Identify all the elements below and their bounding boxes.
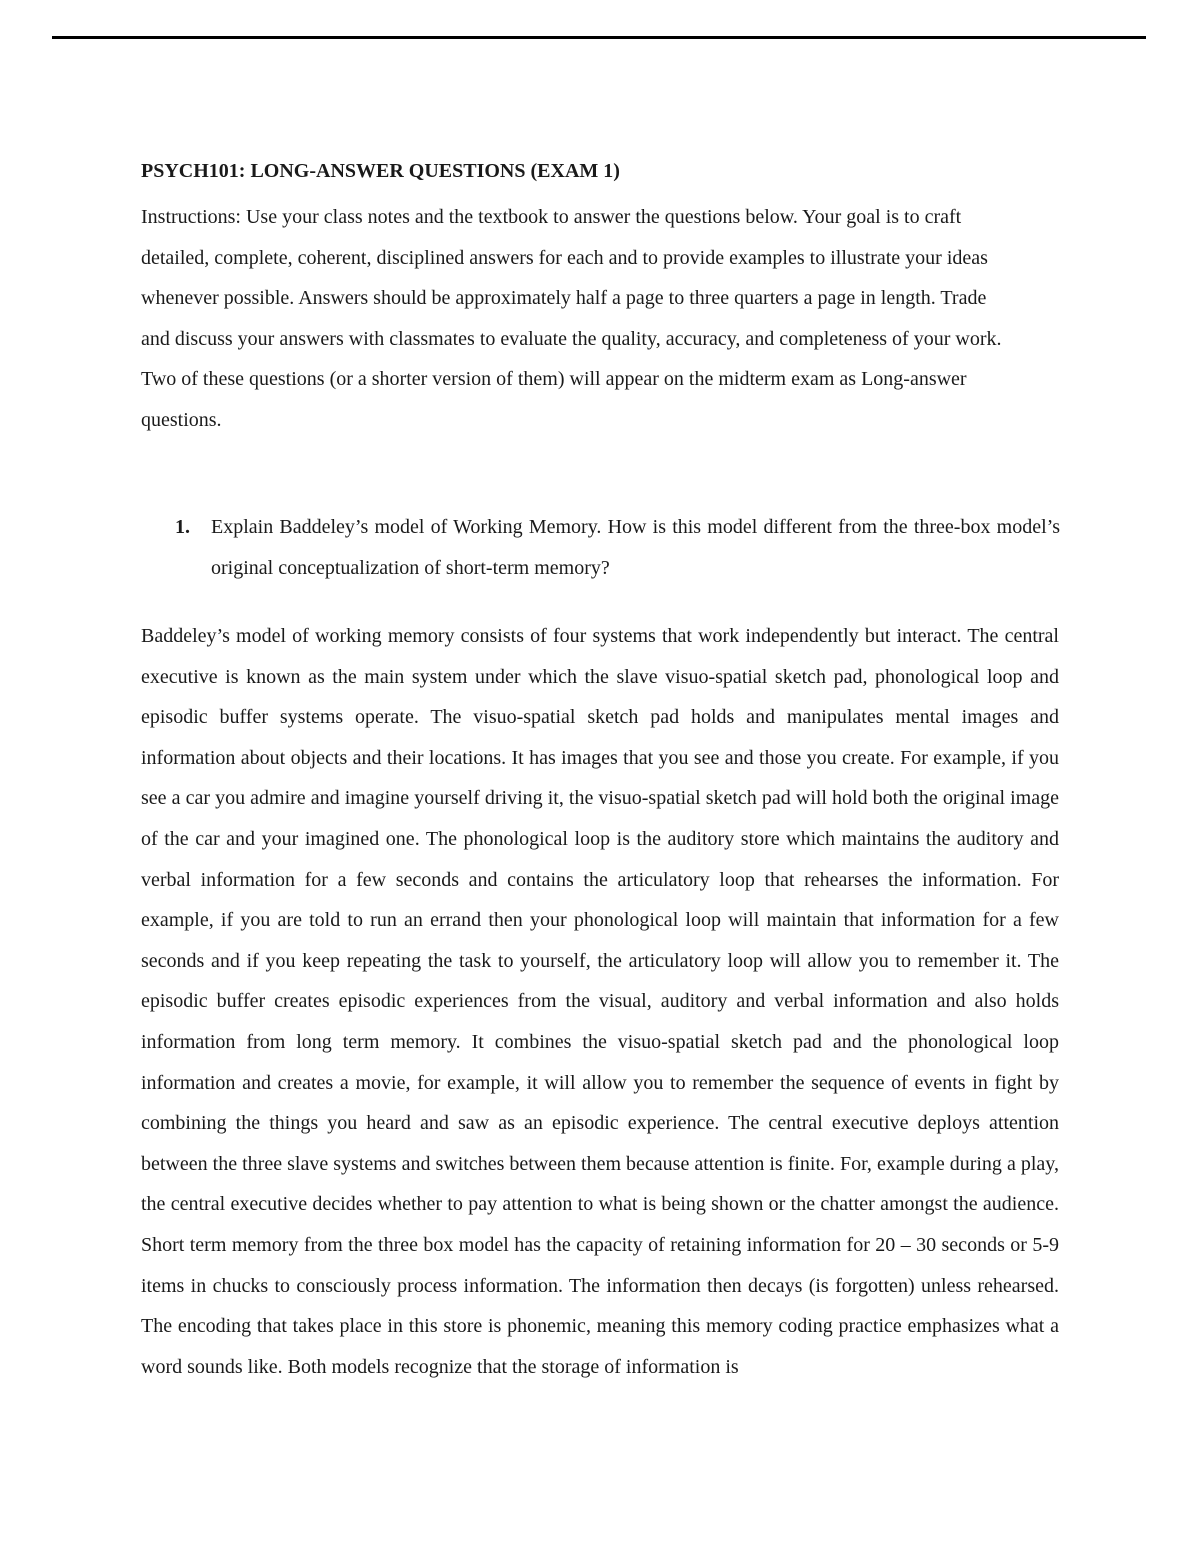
instructions-block bbox=[141, 197, 1011, 440]
document-title: PSYCH101: LONG-ANSWER QUESTIONS (EXAM 1) bbox=[141, 160, 620, 182]
answer-paragraph: Baddeley’s model of working memory consists of four systems that work independently but interact. The central executive is known as the main system under which the slave visuo-spatial sketch pad, phonological loop and episodic buffer systems operate. The visuo-spatial sketch pad holds and manipulates mental images and information about objects and their locations. It has images that you see and those you create. For example, if you see a car you admire and imagine yourself driving it, the visuo-spatial sketch pad will hold both the original image of the car and your imagined one. The phonological loop is the auditory store which maintains the auditory and verbal information for a few seconds and contains the articulatory loop that rehearses the information. For example, if you are told to run an errand then your phonological loop will maintain that information for a few seconds and if you keep repeating the task to yourself, the articulatory loop will allow you to remember it. The episodic buffer creates episodic experiences from the visual, auditory and verbal information and also holds information from long term memory. It combines the visuo-spatial sketch pad and the phonological loop information and creates a movie, for example, it will allow you to remember the sequence of events in fight by combining the things you heard and saw as an episodic experience. The central executive deploys attention between the three slave systems and switches between them because attention is finite. For, example during a play, the central executive decides whether to pay attention to what is being shown or the chatter amongst the audience. Short term memory from the three box model has the capacity of retaining information for 20 – 30 seconds or 5-9 items in chucks to consciously process information. The information then decays (is forgotten) unless rehearsed. The encoding that takes place in this store is phonemic, meaning this memory coding practice emphasizes what a word sounds like. Both models recognize that the storage of information is bbox=[141, 625, 1059, 1378]
question-number: 1. bbox=[175, 516, 190, 538]
header-rule bbox=[52, 36, 1146, 39]
instructions-text: Instructions: Use your class notes and the textbook to answer the questions below. Your goal is to craft detailed, complete, coherent, disciplined answers for each and to provide examples to illustrate your ideas whenever possible. Answers should be approximately half a page to three quarters a page in length. Trade and discuss your answers with classmates to evaluate the quality, accuracy, and completeness of your work. bbox=[141, 206, 1002, 350]
question-text: Explain Baddeley’s model of Working Memory. How is this model different from the three-box model’s original conceptualization of short-term memory? bbox=[211, 516, 1060, 579]
question-item bbox=[175, 507, 1060, 588]
exam-note: Two of these questions (or a shorter version of them) will appear on the midterm exam as Long-answer questions. bbox=[141, 368, 967, 431]
